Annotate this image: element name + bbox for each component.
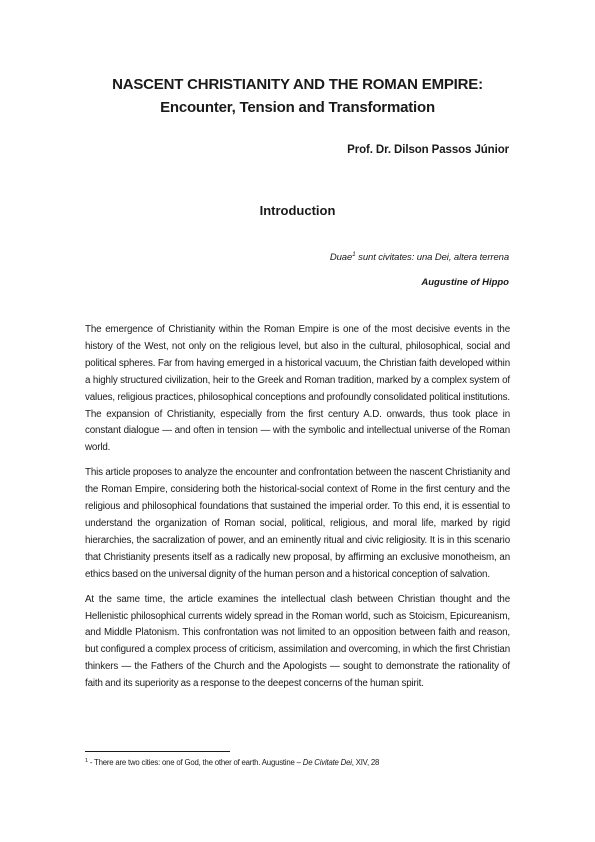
title-line-2: Encounter, Tension and Transformation — [160, 99, 435, 116]
footnote-marker: 1 — [85, 758, 88, 764]
footnote-divider — [85, 751, 230, 752]
footnote-reference[interactable]: 1 — [352, 251, 356, 258]
paragraph-3: At the same time, the article examines the intellectual clash between Christian thought and the Hellenistic philosophical currents widely spread in the Roman world, such as Stoicism, Epicureanism, and Middle Platonism. This confrontation was not limited to an opposition between faith and reason, but configured a complex process of criticism, assimilation and overcoming, in which the first Christian thinkers — the Fathers of the Church and the Apologists — sought to demonstrate the rationality of faith and its superiority as a response to the deepest concerns of the human spirit. — [85, 593, 510, 690]
author-name: Prof. Dr. Dilson Passos Júnior — [347, 144, 509, 156]
epigraph-text-end: sunt civitates: una Dei, altera terrena — [355, 252, 509, 263]
footnote-work-title: De Civitate Dei — [302, 758, 352, 767]
title-line-1: NASCENT CHRISTIANITY AND THE ROMAN EMPIRE: — [112, 76, 483, 93]
paragraph-1: The emergence of Christianity within the Roman Empire is one of the most decisive events in the history of the West, not only on the religious level, but also in the cultural, philosophical, social and political spheres. Far from having emerged in a historical vacuum, the Christian faith developed within a highly structured civilization, heir to the Greek and Roman tradition, marked by a complex system of values, religious practices, philosophical conceptions and profoundly consolidated political institutions. The expansion of Christianity, especially from the first century A.D. onwards, thus took place in constant dialogue — and often in tension — with the symbolic and intellectual universe of the Roman world. — [85, 324, 510, 454]
section-heading: Introduction — [259, 203, 336, 218]
epigraph-text-start: Duae — [329, 252, 353, 263]
epigraph-quote — [330, 252, 509, 263]
paragraph-2: This article proposes to analyze the encounter and confrontation between the nascent Christianity and the Roman Empire, considering both the historical-social context of Rome in the first century and the religious and philosophical foundations that sustained the imperial order. To this end, it is essential to understand the organization of Roman social, political, religious, and moral life, marked by rigid hierarchies, the sacralization of power, and an eminently ritual and civic religiosity. It is in this scenario that Christianity presents itself as a radically new proposal, by affirming an exclusive monotheism, an ethics based on the universal dignity of the human person and a historical conception of salvation. — [85, 467, 510, 580]
footnote — [85, 758, 379, 767]
body-text — [85, 322, 510, 701]
document-title — [60, 73, 535, 119]
footnote-text: - There are two cities: one of God, the other of earth. Augustine – — [87, 758, 303, 767]
epigraph-attribution: Augustine of Hippo — [421, 277, 509, 288]
footnote-citation: , XIV, 28 — [351, 758, 380, 767]
